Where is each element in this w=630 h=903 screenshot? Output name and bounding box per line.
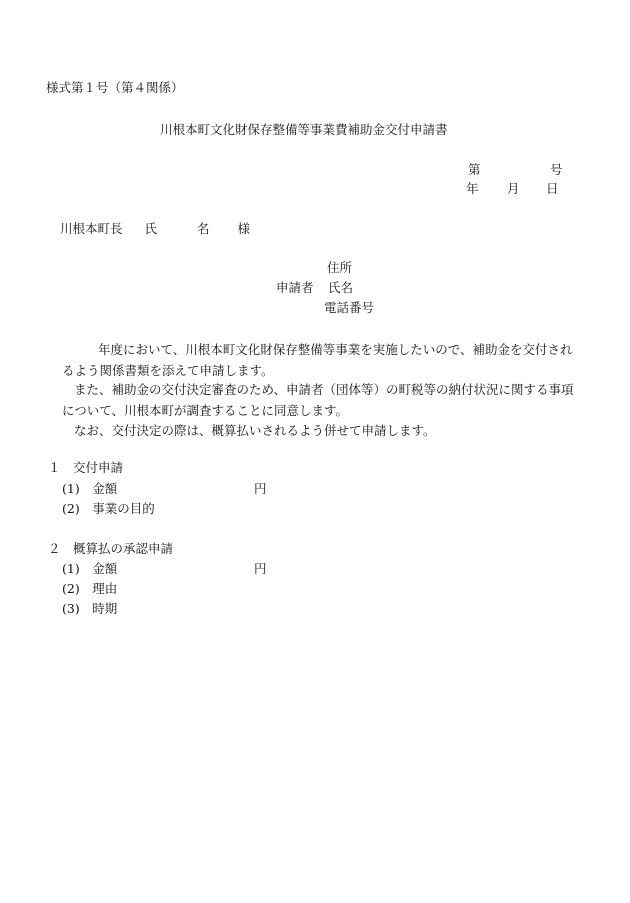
applicant-phone-label: 電話番号 bbox=[324, 300, 375, 315]
form-number: 様式第１号（第４関係） bbox=[46, 80, 184, 95]
applicant-name-label: 氏名 bbox=[328, 280, 354, 295]
section-1-heading: １ 交付申請 bbox=[48, 460, 124, 475]
doc-number-suffix: 号 bbox=[550, 162, 563, 177]
addressee-shi: 氏 bbox=[144, 221, 158, 236]
date-day-label: 日 bbox=[546, 181, 559, 196]
body-paragraph-2: また、補助金の交付決定審査のため、申請者（団体等）の町税等の納付状況に関する事項について、川根本町が調査することに同意します。 bbox=[62, 382, 574, 418]
section-1-amount-label: (1) 金額 bbox=[62, 481, 118, 496]
body-paragraph-3: なお、交付決定の際は、概算払いされるよう併せて申請します。 bbox=[74, 423, 436, 438]
date-year-label: 年 bbox=[466, 181, 479, 196]
section-2-amount-unit: 円 bbox=[254, 561, 267, 576]
document-title: 川根本町文化財保存整備等事業費補助金交付申請書 bbox=[160, 122, 448, 137]
addressee-title: 川根本町長 bbox=[60, 221, 123, 236]
addressee bbox=[60, 223, 250, 236]
addressee-honorific: 様 bbox=[237, 221, 251, 236]
body-paragraph-1: 年度において、川根本町文化財保存整備等事業を実施したいので、補助金を交付されるよう関係書類を添えて申請します。 bbox=[62, 342, 573, 378]
addressee-mei: 名 bbox=[197, 221, 210, 236]
section-2-heading: ２ 概算払の承認申請 bbox=[48, 541, 174, 556]
section-2-amount-label: (1) 金額 bbox=[62, 561, 118, 576]
section-2-timing-label: (3) 時期 bbox=[62, 601, 118, 616]
section-1-amount-unit: 円 bbox=[254, 481, 267, 496]
section-2-reason-label: (2) 理由 bbox=[62, 581, 118, 596]
applicant-address-label: 住所 bbox=[327, 260, 353, 275]
doc-number-prefix: 第 bbox=[468, 162, 481, 177]
date-month-label: 月 bbox=[507, 181, 520, 196]
applicant-role-label: 申請者 bbox=[276, 280, 314, 295]
section-1-purpose-label: (2) 事業の目的 bbox=[62, 501, 155, 516]
